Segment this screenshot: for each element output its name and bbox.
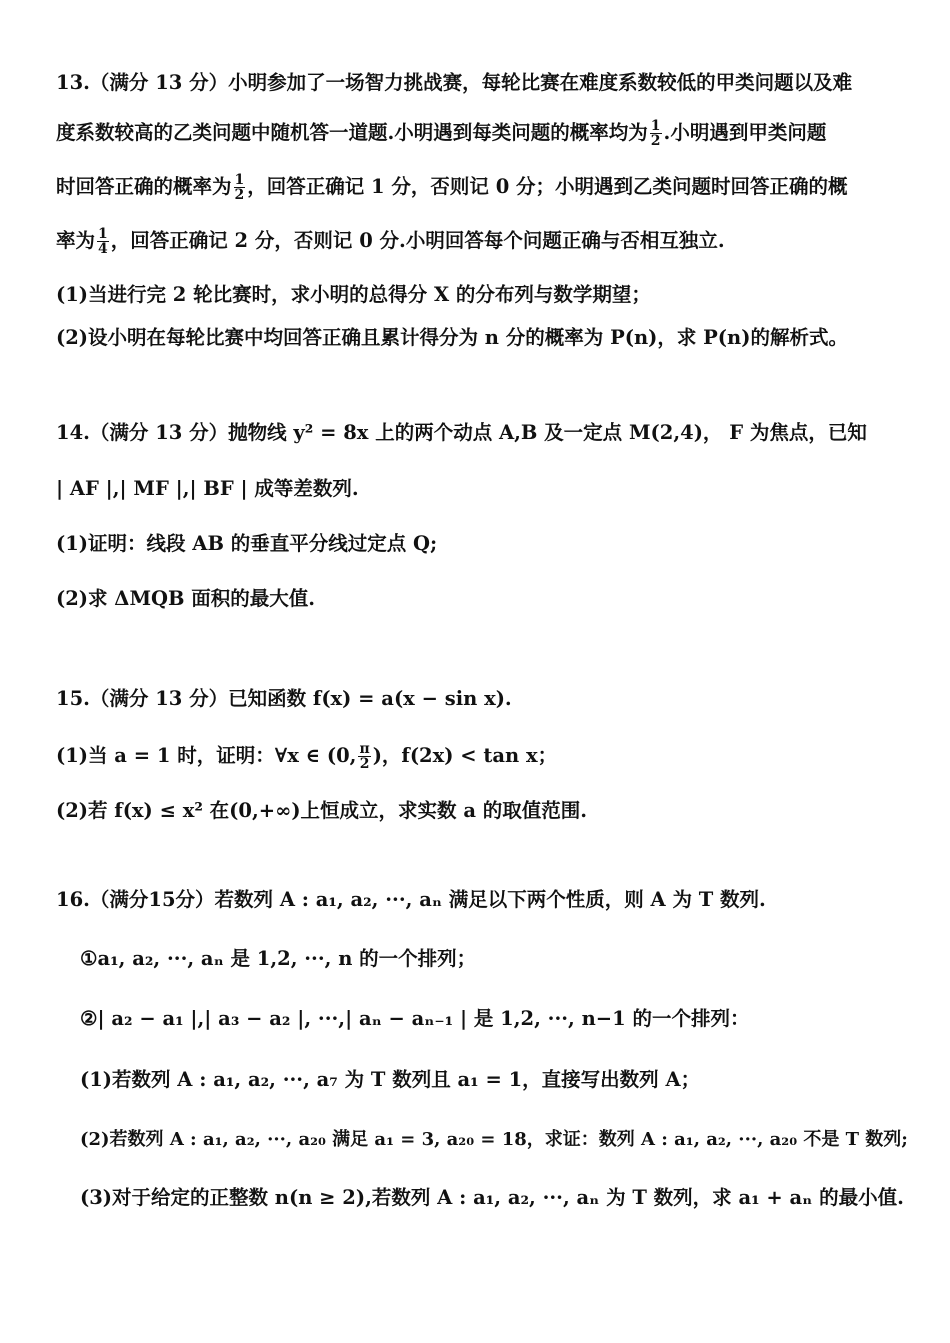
q13-line-2b: .小明遇到甲类问题	[663, 121, 827, 144]
q15-part-2: (2)若 f(x) ≤ x² 在(0,+∞)上恒成立，求实数 a 的取值范围.	[56, 799, 588, 822]
q13-line-4b: ，回答正确记 2 分，否则记 0 分.小明回答每个问题正确与否相互独立.	[110, 229, 725, 252]
q15-line-1: 15.（满分 13 分）已知函数 f(x) = a(x − sin x).	[56, 687, 512, 710]
q13-line-3b: ，回答正确记 1 分，否则记 0 分；小明遇到乙类问题时回答正确的概	[247, 175, 848, 198]
q13-fraction-1-den: 2	[650, 133, 661, 149]
q13-fraction-2-num: 1	[234, 172, 245, 188]
q15-fraction-den: 2	[359, 756, 370, 772]
q16-part-2: (2)若数列 A : a₁, a₂, ···, a₂₀ 满足 a₁ = 3, a₂₀ = 18，求证：数列 A : a₁, a₂, ···, a₂₀ 不是 T 数列;	[80, 1129, 908, 1150]
q13-fraction-2-den: 2	[234, 187, 245, 203]
q13-fraction-1	[650, 119, 662, 148]
q15-fraction	[358, 742, 370, 771]
q14-line-1: 14.（满分 13 分）抛物线 y² = 8x 上的两个动点 A,B 及一定点 M(2,4)， F 为焦点，已知	[56, 421, 867, 444]
q16-line-1: 16.（满分15分）若数列 A : a₁, a₂, ···, aₙ 满足以下两个性质，则 A 为 T 数列.	[56, 888, 766, 911]
q16-condition-2: ②| a₂ − a₁ |,| a₃ − a₂ |, ···,| aₙ − aₙ₋₁ | 是 1,2, ···, n−1 的一个排列：	[80, 1007, 750, 1030]
q13-line-2a: 度系数较高的乙类问题中随机答一道题.小明遇到每类问题的概率均为	[56, 121, 648, 144]
q13-part-1: (1)当进行完 2 轮比赛时，求小明的总得分 X 的分布列与数学期望；	[56, 283, 651, 306]
q13-line-3a: 时回答正确的概率为	[56, 175, 232, 198]
q13-line-4a: 率为	[56, 229, 96, 252]
q13-fraction-1-num: 1	[650, 118, 661, 134]
q13-line-3	[56, 172, 910, 202]
q13-fraction-2	[234, 173, 246, 202]
q15-part-1	[56, 741, 910, 771]
q15-part-1a: (1)当 a = 1 时，证明：∀x ∈ (0,	[56, 744, 357, 767]
q13-fraction-3-den: 4	[98, 241, 108, 257]
q15-part-1b: )，f(2x) < tan x；	[372, 744, 558, 767]
q13-fraction-3-num: 1	[98, 226, 108, 242]
q14-part-2: (2)求 ΔMQB 面积的最大值.	[56, 587, 316, 610]
q13-line-2	[56, 118, 910, 148]
q15-fraction-num: π	[359, 741, 370, 757]
q13-line-4	[56, 226, 910, 256]
q16-part-1: (1)若数列 A : a₁, a₂, ···, a₇ 为 T 数列且 a₁ = 1，直接写出数列 A；	[80, 1068, 701, 1091]
q13-line-1: 13.（满分 13 分）小明参加了一场智力挑战赛，每轮比赛在难度系数较低的甲类问题以及难	[56, 71, 853, 94]
q13-fraction-3	[97, 227, 109, 256]
q16-part-3: (3)对于给定的正整数 n(n ≥ 2),若数列 A : a₁, a₂, ···, aₙ 为 T 数列，求 a₁ + aₙ 的最小值.	[80, 1186, 904, 1209]
q14-line-2: | AF |,| MF |,| BF | 成等差数列.	[56, 477, 359, 500]
q14-part-1: (1)证明：线段 AB 的垂直平分线过定点 Q;	[56, 532, 438, 555]
q16-condition-1: ①a₁, a₂, ···, aₙ 是 1,2, ···, n 的一个排列；	[80, 947, 477, 970]
q13-part-2: (2)设小明在每轮比赛中均回答正确且累计得分为 n 分的概率为 P(n)，求 P(n)的解析式。	[56, 326, 848, 349]
